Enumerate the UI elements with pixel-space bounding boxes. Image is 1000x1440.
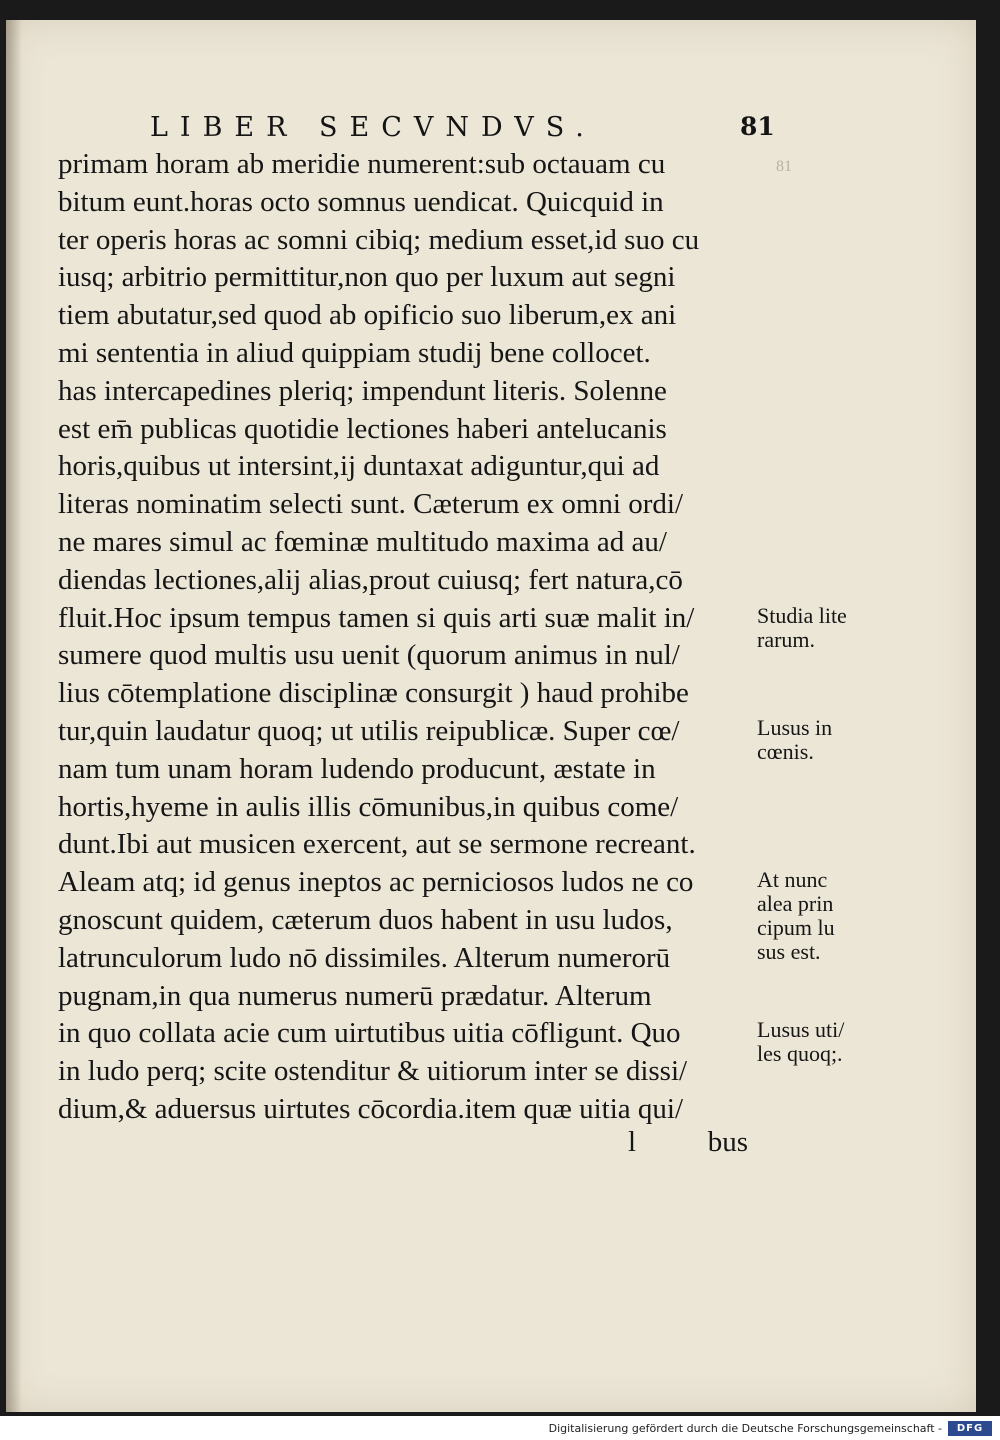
folio-number: 81 <box>740 112 775 141</box>
text-line: tur,quin laudatur quoq; ut utilis reipublicæ. Super cœ/ <box>58 714 680 747</box>
marginal-note-line: cipum lu <box>757 915 835 940</box>
marginal-note-line: les quoq;. <box>757 1041 843 1066</box>
text-line: est em̄ publicas quotidie lectiones haberi antelucanis <box>58 412 667 445</box>
text-line: iusq; arbitrio permittitur,non quo per luxum aut segni <box>58 261 676 294</box>
text-line: ne mares simul ac fœminæ multitudo maxima ad au/ <box>58 525 667 558</box>
text-line: lius cōtemplatione disciplinæ consurgit ) haud prohibe <box>58 677 689 710</box>
text-line: mi sententia in aliud quippiam studij bene collocet. <box>58 336 651 369</box>
text-line: fluit.Hoc ipsum tempus tamen si quis arti suæ malit in/ <box>58 601 695 634</box>
marginal-note-line: sus est. <box>757 939 821 964</box>
marginal-note <box>757 716 832 764</box>
catchword: bus <box>707 1126 748 1158</box>
gutter-shadow <box>6 20 22 1412</box>
text-line: has intercapedines pleriq; impendunt literis. Solenne <box>58 374 667 407</box>
catchword-line <box>58 1126 748 1164</box>
marginal-note <box>757 1018 844 1066</box>
text-line: primam horam ab meridie numerent:sub octauam cu <box>58 148 666 180</box>
text-line: latrunculorum ludo nō dissimiles. Alterum numerorū <box>58 941 671 974</box>
footer-credit-bar <box>0 1420 1000 1440</box>
text-line: gnoscunt quidem, cæterum duos habent in usu ludos, <box>58 903 673 936</box>
marginal-note-line: alea prin <box>757 891 834 916</box>
marginal-note-line: Studia lite <box>757 603 847 628</box>
text-line: in quo collata acie cum uirtutibus uitia cōfligunt. Quo <box>58 1017 681 1050</box>
funding-credit: Digitalisierung gefördert durch die Deutsche Forschungsgemeinschaft - <box>548 1422 942 1435</box>
text-line: hortis,hyeme in aulis illis cōmunibus,in quibus come/ <box>58 790 679 823</box>
dfg-logo: DFG <box>948 1421 992 1436</box>
text-line: Aleam atq; id genus ineptos ac perniciosos ludos ne co <box>58 866 694 899</box>
text-line: diendas lectiones,alij alias,prout cuiusq; fert natura,cō <box>58 563 683 596</box>
text-line: pugnam,in qua numerus numerū prædatur. Alterum <box>58 979 652 1012</box>
text-line: dunt.Ibi aut musicen exercent, aut se sermone recreant. <box>58 828 696 861</box>
marginal-note-line: Lusus uti/ <box>757 1017 845 1042</box>
marginal-note <box>757 868 835 964</box>
marginal-note-line: rarum. <box>757 627 816 652</box>
text-line: sumere quod multis usu uenit (quorum animus in nul/ <box>58 639 680 672</box>
text-line: ter operis horas ac somni cibiq; medium esset,id suo cu <box>58 223 700 256</box>
text-line: bitum eunt.horas octo somnus uendicat. Quicquid in <box>58 185 664 218</box>
signature-mark: l <box>628 1126 637 1158</box>
marginal-note-line: Lusus in <box>757 715 833 740</box>
text-line: in ludo perq; scite ostenditur & uitiorum inter se dissi/ <box>58 1055 688 1088</box>
running-head: LIBER SECVNDVS. <box>150 112 596 143</box>
text-line: horis,quibus ut intersint,ij duntaxat adiguntur,qui ad <box>58 450 660 483</box>
text-line: dium,& aduersus uirtutes cōcordia.item quæ uitia qui/ <box>58 1092 684 1125</box>
text-line: tiem abutatur,sed quod ab opificio suo liberum,ex ani <box>58 299 677 332</box>
bleed-through-mark: 81 <box>776 158 792 175</box>
marginal-note-line: At nunc <box>757 867 828 892</box>
marginal-note <box>757 604 847 652</box>
text-line: literas nominatim selecti sunt. Cæterum ex omni ordi/ <box>58 488 684 521</box>
marginal-note-line: cœnis. <box>757 739 814 764</box>
text-line: nam tum unam horam ludendo producunt, æstate in <box>58 752 656 785</box>
body-text <box>58 146 758 1129</box>
